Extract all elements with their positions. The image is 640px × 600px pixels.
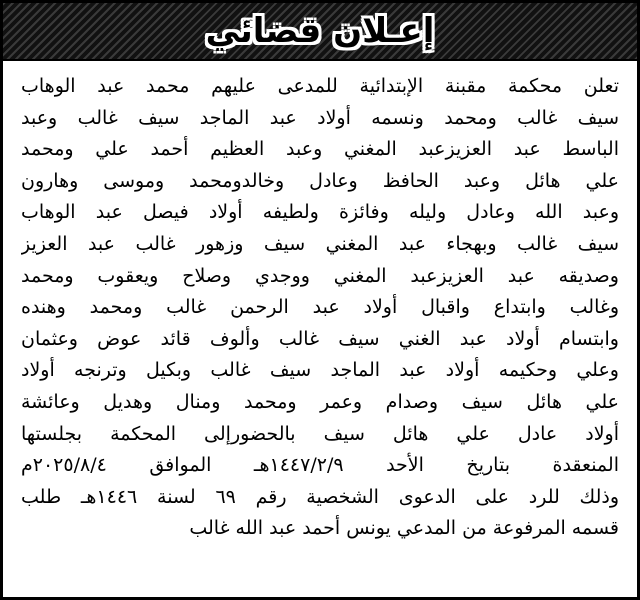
notice-body (21, 71, 619, 545)
notice-line: وعلي وحكيمه أولاد عبد الماجد سيف غالب وبكيل وترنجه أولاد (21, 359, 619, 382)
notice-line: وصديقه عبد العزيزعبد المغني ووجدي وصلاح ويعقوب ومحمد (21, 264, 619, 287)
notice-line: وابتسام أولاد عبد الغني سيف غالب وألوف قائد عوض وعثمان (21, 327, 619, 350)
notice-title: إعـلان قضائي (205, 11, 435, 51)
notice-line: الباسط عبد العزيزعبد المغني وعبد العظيم أحمد علي ومحمد (21, 138, 619, 161)
notice-line: المنعقدة بتاريخ الأحد ١٤٤٧/٢/٩هـ الموافق ٢٠٢٥/٨/٤م (21, 454, 619, 477)
notice-line: وغالب وابتداع واقبال أولاد عبد الرحمن غالب ومحمد وهنده (21, 296, 619, 319)
notice-line: علي هائل وعبد الحافظ وعادل وخالدومحمد وموسى وهارون (21, 169, 619, 192)
notice-line: أولاد عادل علي هائل سيف بالحضورإلى المحكمة بجلستها (21, 422, 619, 445)
notice-line: سيف غالب وبهجاء عبد المغني سيف وزهور غالب عبد العزيز (21, 232, 619, 255)
title-divider (3, 59, 637, 61)
notice-line: علي هائل سيف وصدام وعمر ومحمد ومنال وهديل وعائشة (21, 390, 619, 413)
notice-line: قسمه المرفوعة من المدعي يونس أحمد عبد الله غالب (189, 517, 619, 540)
notice-line: وعبد الله وعادل وليله وفائزة ولطيفه أولاد فيصل عبد الوهاب (21, 201, 619, 224)
notice-line: وذلك للرد على الدعوى الشخصية رقم ٦٩ لسنة ١٤٤٦هـ طلب (21, 485, 619, 508)
notice-line: سيف غالب ومحمد ونسمه أولاد عبد الماجد سيف غالب وعبد (21, 106, 619, 129)
notice-line: تعلن محكمة مقبنة الإبتدائية للمدعى عليهم محمد عبد الوهاب (21, 75, 619, 97)
